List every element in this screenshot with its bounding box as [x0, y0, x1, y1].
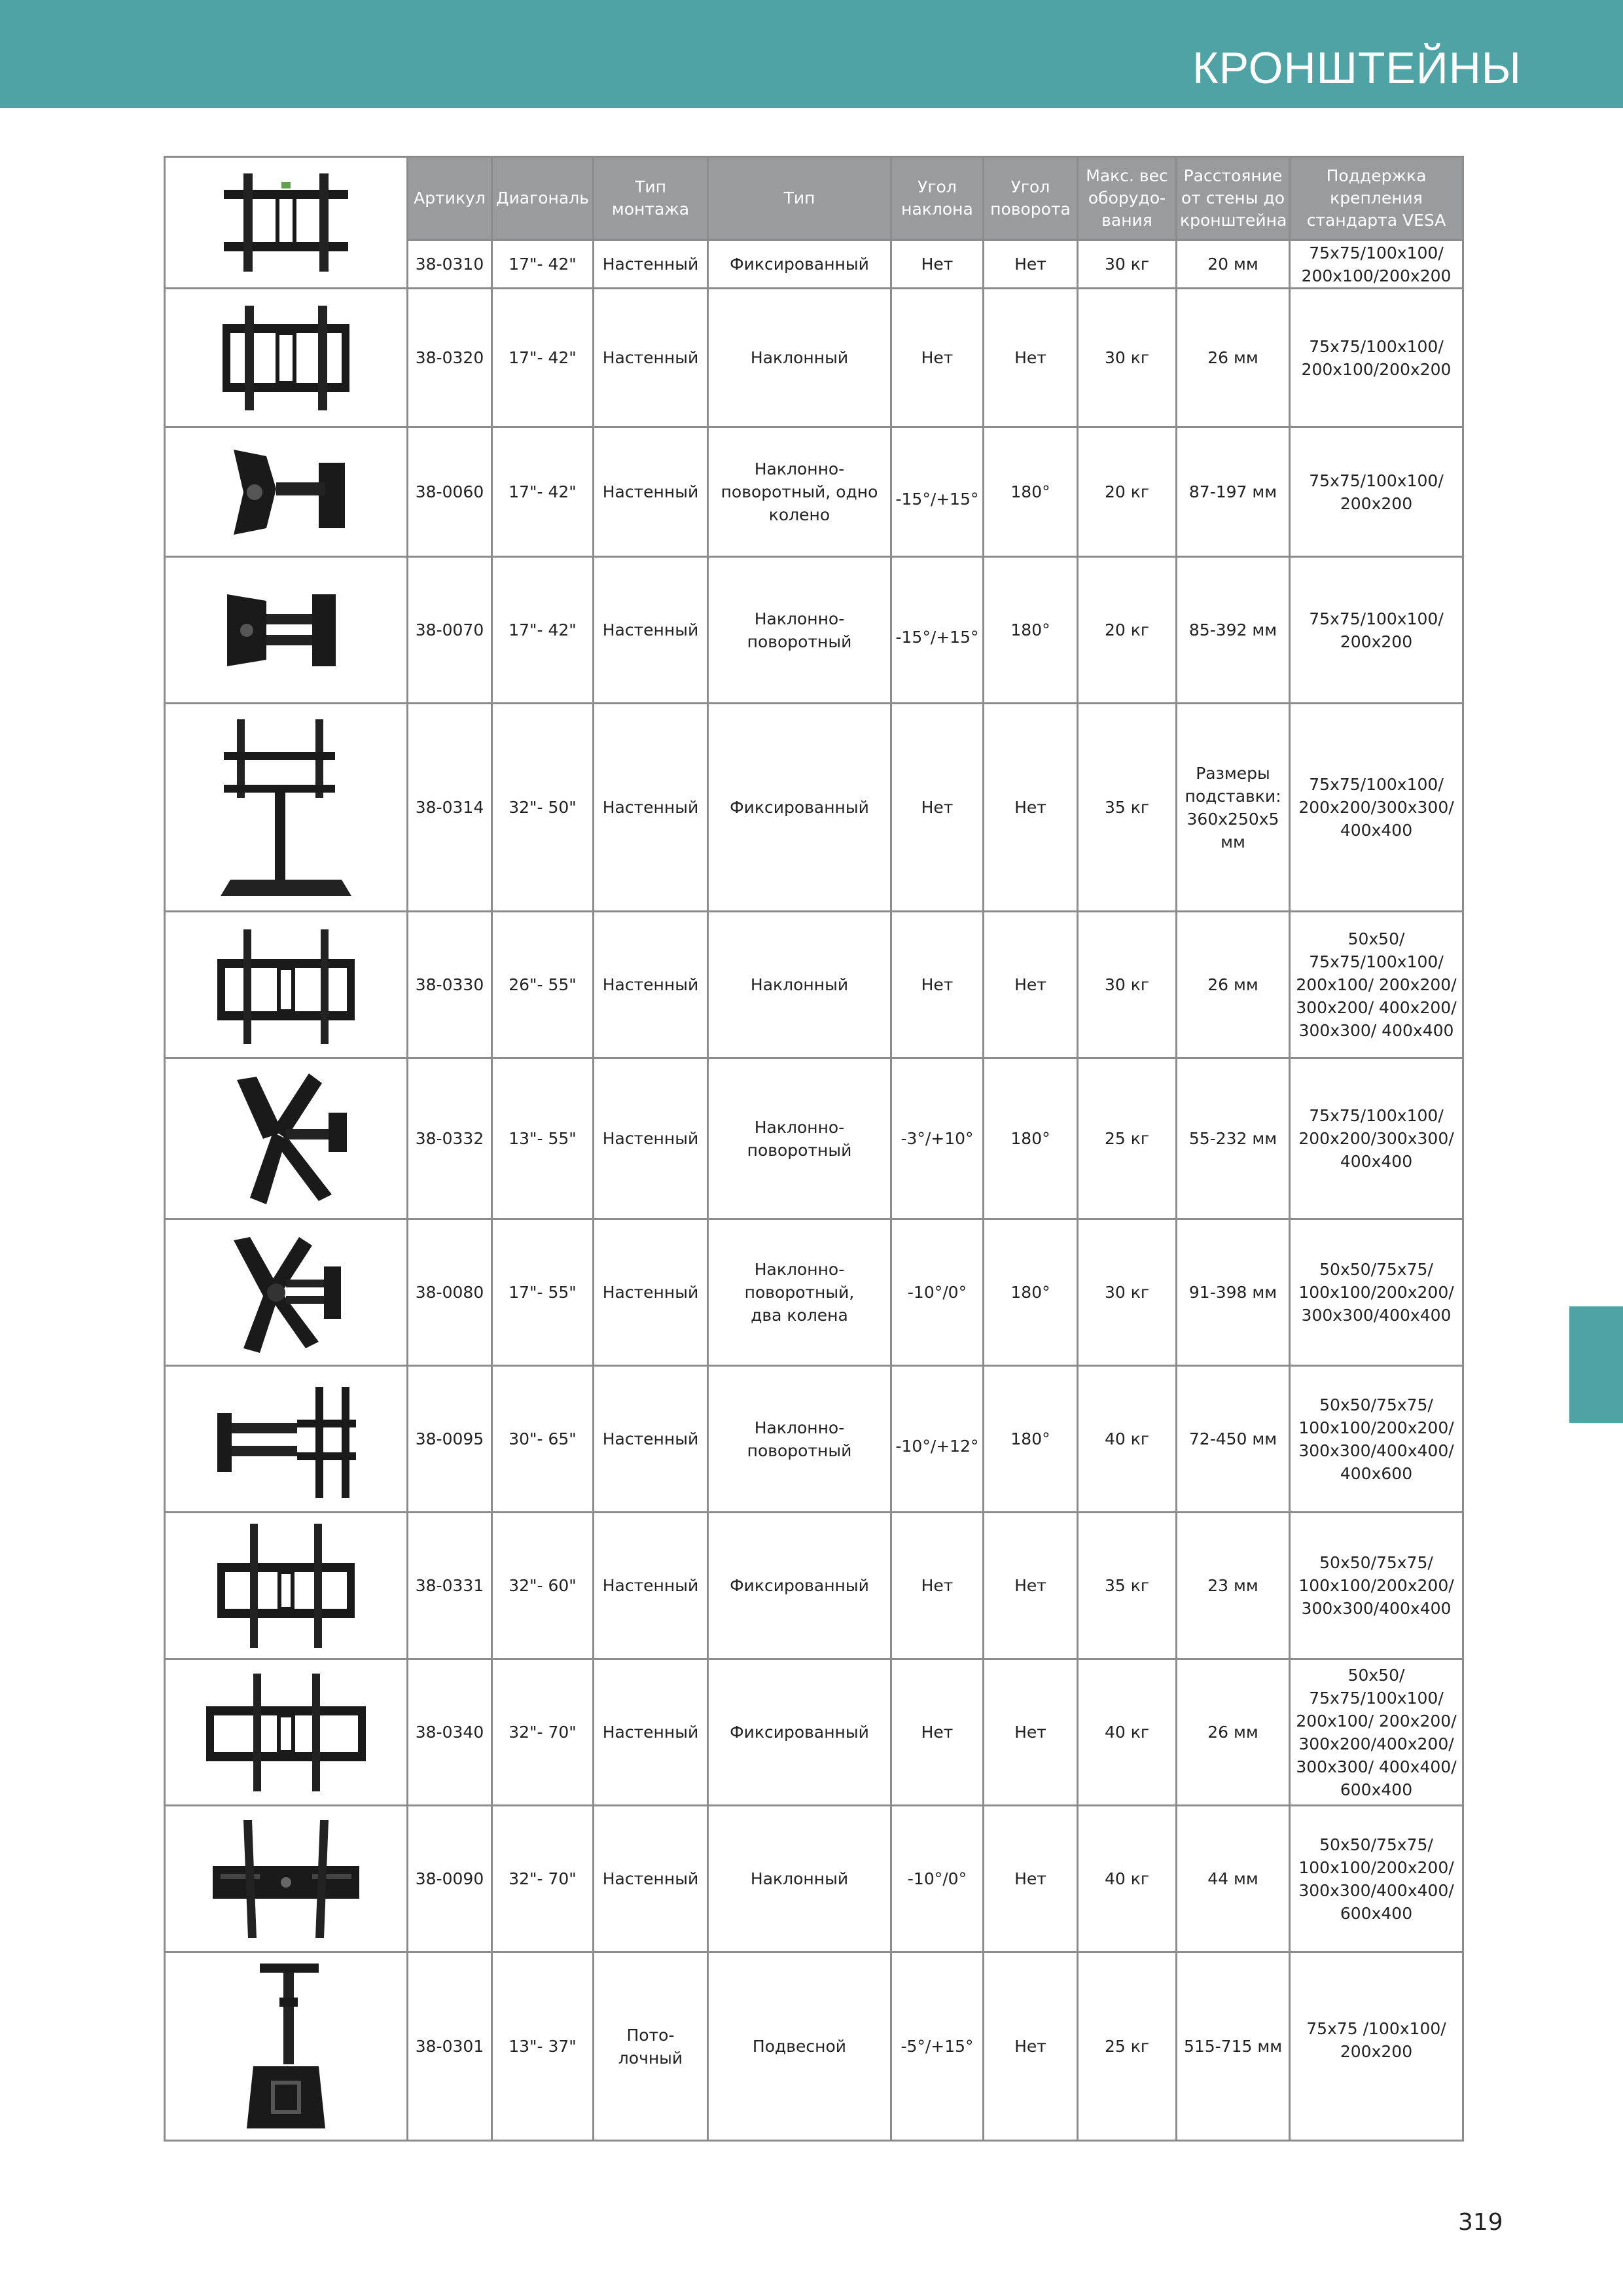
column-header: Угол поворота — [984, 157, 1078, 240]
weight-cell: 35 кг — [1078, 1513, 1177, 1659]
vesa-cell: 50x50/75x75/ 100x100/200x200/ 300x300/400x400 — [1290, 1219, 1463, 1366]
tilt-cell: Нет — [891, 1513, 984, 1659]
swivel-cell: Нет — [984, 1806, 1078, 1952]
vesa-cell: 75x75/100x100/ 200x100/200x200 — [1290, 240, 1463, 289]
tilt-cell: -15°/+15° — [891, 427, 984, 557]
page-number: 319 — [1458, 2209, 1503, 2236]
column-header: Угол наклона — [891, 157, 984, 240]
table-row — [165, 289, 1463, 427]
type-cell: Наклонно- поворотный — [708, 1366, 891, 1513]
type-cell: Фиксированный — [708, 240, 891, 289]
product-image-cell — [165, 1058, 408, 1219]
article-cell: 38-0332 — [408, 1058, 492, 1219]
type-cell: Наклонно- поворотный — [708, 557, 891, 704]
article-cell: 38-0301 — [408, 1952, 492, 2141]
diagonal-cell: 32"- 50" — [492, 704, 594, 912]
column-header: Артикул — [408, 157, 492, 240]
product-image-cell — [165, 557, 408, 704]
product-image-cell — [165, 427, 408, 557]
swivel-arm-bracket-icon — [214, 437, 358, 548]
tilt-cell: -15°/+15° — [891, 557, 984, 704]
article-cell: 38-0340 — [408, 1659, 492, 1806]
distance-cell: Размеры подставки: 360x250x5 мм — [1177, 704, 1290, 912]
article-cell: 38-0310 — [408, 240, 492, 289]
product-image-cell — [165, 1806, 408, 1952]
swivel-cell: 180° — [984, 427, 1078, 557]
weight-cell: 30 кг — [1078, 1219, 1177, 1366]
diagonal-cell: 32"- 70" — [492, 1659, 594, 1806]
tilt-wall-bracket-icon — [217, 299, 355, 417]
weight-cell: 25 кг — [1078, 1058, 1177, 1219]
diagonal-cell: 30"- 65" — [492, 1366, 594, 1513]
weight-cell: 25 кг — [1078, 1952, 1177, 2141]
article-cell: 38-0320 — [408, 289, 492, 427]
distance-cell: 44 мм — [1177, 1806, 1290, 1952]
product-image-cell — [165, 1513, 408, 1659]
table-row — [165, 1659, 1463, 1806]
type-cell: Наклонно- поворотный — [708, 1058, 891, 1219]
article-cell: 38-0060 — [408, 427, 492, 557]
type-cell: Подвесной — [708, 1952, 891, 2141]
diagonal-cell: 32"- 70" — [492, 1806, 594, 1952]
distance-cell: 91-398 мм — [1177, 1219, 1290, 1366]
swivel-cell: Нет — [984, 912, 1078, 1058]
spec-table — [164, 156, 1464, 2142]
product-image-cell — [165, 1952, 408, 2141]
article-cell: 38-0070 — [408, 557, 492, 704]
mount-cell: Настенный — [594, 1366, 708, 1513]
swivel-cell: Нет — [984, 1659, 1078, 1806]
distance-cell: 515-715 мм — [1177, 1952, 1290, 2141]
tilt-wall-bracket-large-icon — [211, 920, 361, 1050]
product-image-cell — [165, 157, 408, 289]
weight-cell: 30 кг — [1078, 240, 1177, 289]
distance-cell: 20 мм — [1177, 240, 1290, 289]
table-stand-icon — [211, 713, 361, 903]
vesa-cell: 75x75 /100x100/ 200x200 — [1290, 1952, 1463, 2141]
tilt-cell: -3°/+10° — [891, 1058, 984, 1219]
diagonal-cell: 26"- 55" — [492, 912, 594, 1058]
column-header: Расстояние от стены до кронштейна — [1177, 157, 1290, 240]
table-row — [165, 1058, 1463, 1219]
table-row — [165, 557, 1463, 704]
product-image-cell — [165, 912, 408, 1058]
heavy-swivel-bracket-icon — [211, 1374, 361, 1505]
mount-cell: Настенный — [594, 427, 708, 557]
vesa-cell: 50x50/75x75/ 100x100/200x200/ 300x300/400x400 — [1290, 1513, 1463, 1659]
article-cell: 38-0080 — [408, 1219, 492, 1366]
fixed-wall-bracket-large-icon — [211, 1517, 361, 1655]
cross-double-arm-bracket-icon — [214, 1227, 358, 1358]
weight-cell: 30 кг — [1078, 912, 1177, 1058]
product-image-cell — [165, 1659, 408, 1806]
tilt-cell: -10°/0° — [891, 1806, 984, 1952]
mount-cell: Настенный — [594, 1058, 708, 1219]
vesa-cell: 75x75/100x100/ 200x200/300x300/ 400x400 — [1290, 704, 1463, 912]
diagonal-cell: 17"- 55" — [492, 1219, 594, 1366]
mount-cell: Настенный — [594, 1513, 708, 1659]
type-cell: Наклонный — [708, 1806, 891, 1952]
diagonal-cell: 17"- 42" — [492, 240, 594, 289]
swivel-cell: 180° — [984, 1219, 1078, 1366]
vesa-cell: 50x50/75x75/ 100x100/200x200/ 300x300/400x400/ 600x400 — [1290, 1806, 1463, 1952]
vesa-cell: 75x75/100x100/ 200x200/300x300/ 400x400 — [1290, 1058, 1463, 1219]
article-cell: 38-0314 — [408, 704, 492, 912]
distance-cell: 23 мм — [1177, 1513, 1290, 1659]
article-cell: 38-0331 — [408, 1513, 492, 1659]
section-title: КРОНШТЕЙНЫ — [1192, 43, 1522, 93]
swivel-cell: 180° — [984, 1366, 1078, 1513]
distance-cell: 55-232 мм — [1177, 1058, 1290, 1219]
weight-cell: 40 кг — [1078, 1366, 1177, 1513]
side-tab-marker — [1569, 1306, 1623, 1423]
tilt-cell: -5°/+15° — [891, 1952, 984, 2141]
swivel-cell: Нет — [984, 289, 1078, 427]
vesa-cell: 75x75/100x100/ 200x100/200x200 — [1290, 289, 1463, 427]
swivel-cell: 180° — [984, 557, 1078, 704]
fixed-wall-bracket-icon — [217, 170, 355, 275]
product-image-cell — [165, 704, 408, 912]
product-image-cell — [165, 1366, 408, 1513]
vesa-cell: 75x75/100x100/ 200x200 — [1290, 557, 1463, 704]
article-cell: 38-0090 — [408, 1806, 492, 1952]
article-cell: 38-0330 — [408, 912, 492, 1058]
type-cell: Фиксированный — [708, 1513, 891, 1659]
column-header: Тип — [708, 157, 891, 240]
type-cell: Фиксированный — [708, 704, 891, 912]
diagonal-cell: 17"- 42" — [492, 289, 594, 427]
fixed-wall-bracket-wide-icon — [201, 1667, 371, 1798]
vesa-cell: 75x75/100x100/ 200x200 — [1290, 427, 1463, 557]
mount-cell: Настенный — [594, 704, 708, 912]
mount-cell: Пото- лочный — [594, 1952, 708, 2141]
weight-cell: 30 кг — [1078, 289, 1177, 427]
weight-cell: 20 кг — [1078, 427, 1177, 557]
table-row — [165, 704, 1463, 912]
diagonal-cell: 32"- 60" — [492, 1513, 594, 1659]
diagonal-cell: 13"- 55" — [492, 1058, 594, 1219]
tilt-cell: Нет — [891, 240, 984, 289]
weight-cell: 40 кг — [1078, 1659, 1177, 1806]
tilt-cell: -10°/0° — [891, 1219, 984, 1366]
weight-cell: 40 кг — [1078, 1806, 1177, 1952]
table-row — [165, 1952, 1463, 2141]
column-header: Диагональ — [492, 157, 594, 240]
table-row — [165, 912, 1463, 1058]
swivel-cell: 180° — [984, 1058, 1078, 1219]
column-header: Тип монтажа — [594, 157, 708, 240]
mount-cell: Настенный — [594, 1219, 708, 1366]
type-cell: Наклонно- поворотный, одно колено — [708, 427, 891, 557]
tilt-cell: Нет — [891, 704, 984, 912]
mount-cell: Настенный — [594, 289, 708, 427]
table-row — [165, 427, 1463, 557]
mount-cell: Настенный — [594, 240, 708, 289]
mount-cell: Настенный — [594, 1806, 708, 1952]
weight-cell: 20 кг — [1078, 557, 1177, 704]
diagonal-cell: 13"- 37" — [492, 1952, 594, 2141]
weight-cell: 35 кг — [1078, 704, 1177, 912]
distance-cell: 26 мм — [1177, 289, 1290, 427]
tilt-cell: Нет — [891, 289, 984, 427]
column-header: Макс. вес оборудо- вания — [1078, 157, 1177, 240]
double-arm-bracket-icon — [214, 575, 358, 686]
swivel-cell: Нет — [984, 1513, 1078, 1659]
mount-cell: Настенный — [594, 557, 708, 704]
type-cell: Наклонный — [708, 289, 891, 427]
table-header-row — [165, 157, 1463, 240]
diagonal-cell: 17"- 42" — [492, 427, 594, 557]
table-row — [165, 1513, 1463, 1659]
tilt-cell: Нет — [891, 912, 984, 1058]
tilt-cell: -10°/+12° — [891, 1366, 984, 1513]
swivel-cell: Нет — [984, 240, 1078, 289]
tilt-cell: Нет — [891, 1659, 984, 1806]
vesa-cell: 50x50/ 75x75/100x100/ 200x100/ 200x200/ 300x200/400x200/ 300x300/ 400x400/ 600x400 — [1290, 1659, 1463, 1806]
distance-cell: 87-197 мм — [1177, 427, 1290, 557]
type-cell: Наклонный — [708, 912, 891, 1058]
type-cell: Наклонно- поворотный, два колена — [708, 1219, 891, 1366]
swivel-cell: Нет — [984, 1952, 1078, 2141]
table-row — [165, 1366, 1463, 1513]
mount-cell: Настенный — [594, 912, 708, 1058]
product-image-cell — [165, 289, 408, 427]
type-cell: Фиксированный — [708, 1659, 891, 1806]
table-row — [165, 1806, 1463, 1952]
vesa-cell: 50x50/ 75x75/100x100/ 200x100/ 200x200/ 300x200/ 400x200/ 300x300/ 400x400 — [1290, 912, 1463, 1058]
column-header: Поддержка крепления стандарта VESA — [1290, 157, 1463, 240]
vesa-cell: 50x50/75x75/ 100x100/200x200/ 300x300/400x400/ 400x600 — [1290, 1366, 1463, 1513]
distance-cell: 26 мм — [1177, 1659, 1290, 1806]
product-image-cell — [165, 1219, 408, 1366]
diagonal-cell: 17"- 42" — [492, 557, 594, 704]
article-cell: 38-0095 — [408, 1366, 492, 1513]
table-row — [165, 1219, 1463, 1366]
ceiling-bracket-icon — [221, 1958, 351, 2135]
distance-cell: 26 мм — [1177, 912, 1290, 1058]
mount-cell: Настенный — [594, 1659, 708, 1806]
tilt-wall-bracket-wide-icon — [207, 1814, 365, 1945]
cross-arm-bracket-icon — [211, 1067, 361, 1211]
swivel-cell: Нет — [984, 704, 1078, 912]
distance-cell: 85-392 мм — [1177, 557, 1290, 704]
distance-cell: 72-450 мм — [1177, 1366, 1290, 1513]
